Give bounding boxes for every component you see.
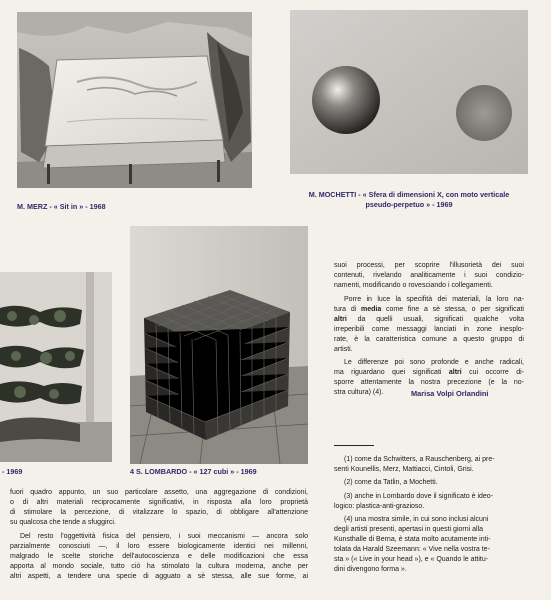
text-line: fuori quadro appunto, un suo particolare assetto, una aggregazione di condizioni,	[10, 489, 308, 496]
text-line: altri da quelli usuali, significati qualche volta	[334, 315, 524, 323]
text-line: (1) come da Schwitters, a Rauschenberg, ai pre-	[344, 456, 495, 463]
photo-merz-sit-in	[17, 12, 252, 188]
text-line: parzialmente conosciuti —, il loro essere biologicamente identici nei millenni,	[10, 542, 308, 550]
paragraph-2	[10, 532, 308, 582]
text-line: Le differenze poi sono profonde e anche radicali,	[344, 359, 524, 367]
text-line: di stimolare la percezione, di vitalizzare lo spazio, di obbligare all'attenzione	[10, 508, 308, 516]
text-line: ma riguardano quei significati altri cui occorre di-	[334, 369, 524, 377]
paragraph-1	[334, 261, 524, 291]
footnote-2	[334, 478, 438, 488]
text-line: contenuti, rivelando analiticamente i suoi condizio-	[334, 271, 524, 279]
caption-merz: M. MERZ - « Sit in » - 1968	[17, 202, 106, 211]
text-line: su qualcosa che tende a sfuggirci.	[10, 518, 116, 526]
text-line: stra cultura) (4).	[334, 389, 384, 397]
text-line: artisti.	[334, 345, 353, 353]
photo-mochetti-sfera	[290, 10, 528, 174]
text-line: irreperibili come messaggi lanciati in zone inesplo-	[334, 325, 524, 333]
text-line: tolata da Harald Szeemann: « Vive nella vostra te-	[334, 545, 490, 553]
text-line: (4) una mostra simile, in cui sono inclusi alcuni	[344, 516, 489, 523]
text-line: malgrado le scelte storiche dell'autocoscienza e delle modificazioni che essa	[10, 552, 308, 560]
text-line: senti Kounellis, Merz, Mattiacci, Cintoli, Grisi.	[334, 465, 474, 473]
text-line: sporre attentamente la nostra precezione (e la no-	[334, 379, 524, 387]
author-signature: Marisa Volpi Orlandini	[411, 389, 489, 398]
caption-mochetti-line1: M. MOCHETTI - « Sfera di dimensioni X, con moto verticale	[308, 190, 510, 199]
text-line: altri aspetti, a tendere una specie di agguato a sè stessa, alle sue forme, ai	[10, 572, 308, 580]
text-line: tura di media come fine a sè stessa, o per significati	[334, 305, 524, 313]
text-line: (3) anche in Lombardo dove il significato è ideo-	[344, 493, 494, 500]
text-line: sta » (« Live in your head »), e « Quando le attitu-	[334, 555, 489, 563]
caption-lombardo: 4 S. LOMBARDO - « 127 cubi » - 1969	[130, 467, 257, 476]
left-column-text	[10, 488, 308, 585]
paragraph-1	[10, 488, 308, 528]
text-line: dini divengono forma ».	[334, 565, 407, 573]
text-line: o di altri materiali reciprocamente significativi, in risposta alla loro proprietà	[10, 498, 308, 506]
notes-divider	[334, 445, 374, 446]
photo-left-partial	[0, 272, 112, 462]
footnote-1	[334, 455, 495, 475]
right-column-text	[334, 261, 524, 402]
caption-mochetti-line2: pseudo-perpetuo » - 1969	[365, 200, 453, 209]
text-line: degli artisti presenti, apertasi in questi giorni alla	[334, 525, 484, 533]
photo-lombardo-127-cubi	[130, 226, 308, 464]
text-line: logico: plastica-anti-grazioso.	[334, 502, 425, 510]
footnote-4	[334, 515, 490, 575]
footnote-3	[334, 492, 493, 512]
text-line: Porre in luce la specifità dei materiali, la loro na-	[344, 295, 524, 303]
text-line: (2) come da Tatlin, a Mochetti.	[344, 479, 438, 486]
text-line: suoi processi, per scoprire l'illusorietà dei suoi	[334, 262, 524, 269]
caption-left-partial: - 1969	[2, 467, 23, 476]
text-line: Kunsthalle di Berna, è stata molto acutamente inti-	[334, 535, 491, 543]
text-line: Del resto l'oggettività fisica del pensiero, i suoi meccanismi — ancora solo	[20, 532, 308, 540]
text-line: rate, è la caratteristica comune a questo gruppo di	[334, 335, 524, 343]
text-line: apporta al mondo sociale, tutto ciò ha stimolato la cultura moderna, anche per	[10, 562, 308, 570]
paragraph-2	[334, 295, 524, 355]
text-line: namenti, modificando o rovesciando i collegamenti.	[334, 281, 493, 289]
